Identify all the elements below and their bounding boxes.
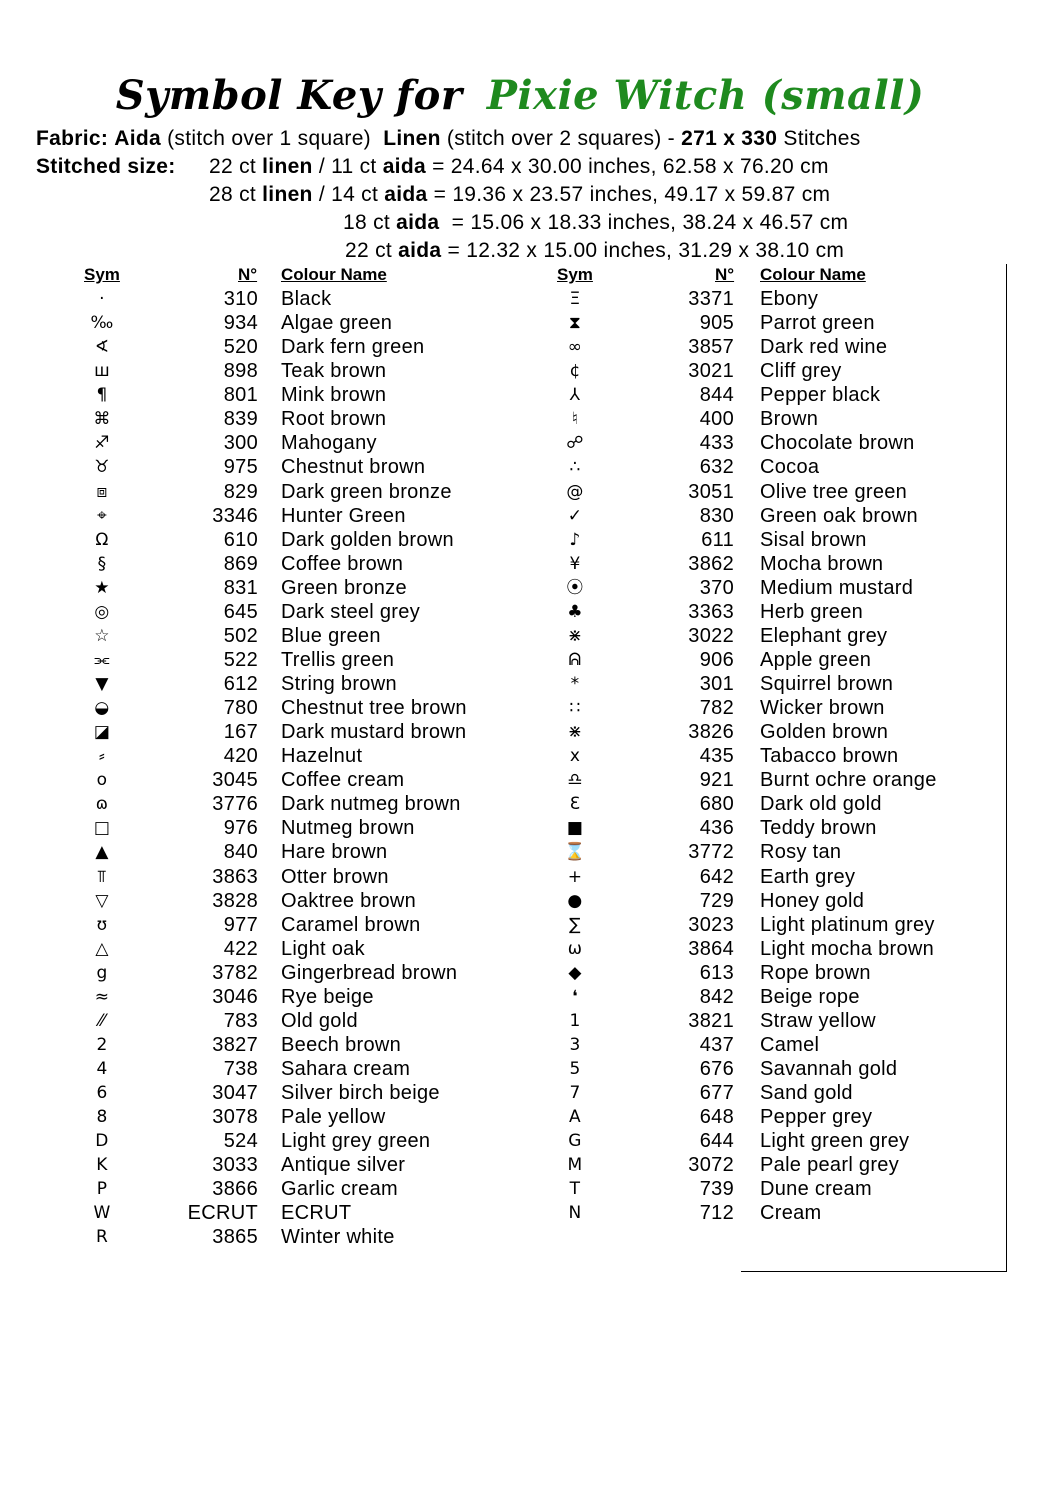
dmc-number: 3046	[212, 985, 258, 1008]
key-symbol: @	[566, 481, 584, 502]
dmc-number: 3023	[688, 913, 734, 936]
key-symbol: 4	[96, 1059, 108, 1079]
key-symbol: N	[568, 1203, 582, 1224]
page-title	[0, 72, 1040, 119]
colour-name: Dark red wine	[760, 336, 888, 359]
stitched-size-line-3	[343, 211, 848, 235]
size-text: = 12.32 x 15.00 inches, 31.29 x 38.10 cm	[441, 239, 845, 262]
colour-name: Nutmeg brown	[281, 817, 415, 840]
colour-name: Cream	[760, 1202, 822, 1225]
key-symbol: ∴	[569, 457, 581, 478]
key-symbol: ∞	[567, 337, 583, 358]
colour-name: Beech brown	[281, 1033, 402, 1056]
dmc-number: 3772	[688, 841, 734, 864]
dmc-number: 436	[699, 817, 734, 840]
colour-name: Hare brown	[281, 841, 388, 864]
dmc-number: 898	[223, 360, 258, 383]
colour-name: Rope brown	[760, 961, 871, 984]
colour-name: Pale yellow	[281, 1106, 386, 1129]
key-symbol: ●	[567, 890, 583, 911]
key-symbol: ✓	[567, 505, 583, 526]
size-text: / 14 ct	[312, 183, 385, 206]
colour-name: Squirrel brown	[760, 673, 894, 695]
key-symbol: ◎	[94, 601, 110, 622]
key-symbol: *	[570, 674, 580, 694]
size-text: 22 ct	[209, 155, 263, 178]
size-bold: linen	[262, 155, 313, 178]
dmc-number: 3821	[688, 1009, 734, 1032]
key-symbol: 2	[96, 1034, 108, 1055]
key-symbol: ◆	[568, 962, 582, 983]
dmc-number: ECRUT	[187, 1202, 258, 1225]
key-symbol: ш	[94, 361, 110, 382]
colour-name: Rye beige	[281, 985, 374, 1008]
dmc-number: 3857	[688, 336, 734, 359]
key-symbol: 6	[96, 1083, 108, 1104]
colour-name: Mink brown	[281, 384, 387, 407]
stitches-label: Stitches	[783, 127, 861, 150]
colour-name: Light mocha brown	[760, 937, 935, 960]
key-symbol: ¥	[569, 553, 581, 574]
dmc-number: 648	[699, 1106, 734, 1129]
dmc-number: 3862	[688, 552, 734, 575]
dmc-number: 3776	[212, 793, 258, 816]
key-symbol: ω	[567, 938, 583, 959]
colour-name: Rosy tan	[760, 841, 842, 864]
dmc-number: 3826	[688, 721, 734, 744]
key-symbol: Ω	[95, 529, 109, 550]
header-name-right: Colour Name	[760, 265, 866, 284]
header-num-left: N°	[238, 265, 258, 284]
colour-name: Gingerbread brown	[281, 961, 458, 984]
colour-name: Pepper grey	[760, 1106, 873, 1129]
fabric-aida-note: (stitch over 1 square)	[167, 127, 371, 150]
dmc-number: 801	[223, 384, 258, 407]
size-text: 18 ct	[343, 211, 397, 234]
key-symbol: △	[95, 938, 109, 959]
header-sym-left: Sym	[84, 265, 120, 284]
title-prefix: Symbol Key for	[115, 72, 463, 119]
fabric-label: Fabric:	[36, 127, 109, 150]
colour-name: Parrot green	[760, 312, 875, 335]
dmc-number: 632	[699, 456, 734, 479]
key-symbol: T	[569, 1179, 581, 1200]
header-name-left: Colour Name	[281, 265, 387, 284]
colour-name: Blue green	[281, 624, 381, 647]
key-symbol: ⧈	[96, 481, 108, 502]
colour-name: Hazelnut	[281, 745, 363, 768]
dmc-number: 739	[699, 1178, 734, 1201]
colour-name: Chocolate brown	[760, 432, 915, 455]
key-symbol: ⧗	[568, 313, 582, 334]
key-symbol: D	[95, 1131, 109, 1152]
pattern-name: Pixie Witch (small)	[486, 72, 925, 119]
dmc-number: 613	[699, 961, 734, 984]
dmc-number: 3021	[688, 360, 734, 383]
colour-name: Black	[281, 288, 332, 310]
dmc-number: 842	[699, 985, 734, 1008]
key-symbol: P	[96, 1179, 108, 1200]
colour-name: Sand gold	[760, 1082, 853, 1105]
dmc-number: 310	[223, 288, 258, 310]
colour-name: Brown	[760, 408, 819, 431]
dmc-number: 830	[699, 504, 734, 527]
colour-name: Cocoa	[760, 456, 820, 479]
dmc-number: 3047	[212, 1082, 258, 1105]
dmc-number: 3033	[212, 1154, 258, 1177]
key-symbol: G	[568, 1131, 582, 1152]
dmc-number: 869	[223, 552, 258, 575]
key-symbol: ⅄	[569, 385, 581, 406]
colour-name: Root brown	[281, 408, 387, 431]
dmc-number: 522	[223, 648, 258, 671]
colour-name: Herb green	[760, 600, 864, 623]
dmc-number: 905	[699, 312, 734, 335]
dmc-number: 3045	[212, 769, 258, 792]
stitched-size-line-1	[36, 155, 829, 179]
size-bold: aida	[396, 211, 440, 234]
key-symbol: ♐	[94, 433, 110, 454]
key-symbol: o	[96, 770, 108, 791]
fabric-line	[36, 127, 861, 151]
size-text: = 19.36 x 23.57 inches, 49.17 x 59.87 cm	[427, 183, 831, 206]
fabric-linen-note: (stitch over 2 squares) -	[446, 127, 675, 150]
dmc-number: 934	[223, 312, 258, 335]
colour-name: String brown	[281, 673, 397, 695]
colour-name: Hunter Green	[281, 504, 406, 527]
fabric-aida: Aida	[114, 127, 161, 150]
dmc-number: 844	[699, 384, 734, 407]
key-symbol: 1	[569, 1010, 581, 1031]
size-bold: aida	[382, 155, 426, 178]
key-symbol: ⋇	[567, 625, 583, 646]
colour-name: Dark steel grey	[281, 600, 420, 623]
key-symbol: 7	[569, 1083, 581, 1104]
colour-name: Sahara cream	[281, 1058, 411, 1080]
key-symbol: ♮	[571, 409, 579, 430]
dmc-number: 3782	[212, 961, 258, 984]
colour-name: Oaktree brown	[281, 889, 417, 912]
key-symbol: ∷	[569, 698, 581, 719]
key-symbol: g	[96, 962, 108, 983]
colour-name: Silver birch beige	[281, 1082, 440, 1105]
colour-name: Chestnut tree brown	[281, 697, 467, 720]
key-symbol: ■	[566, 818, 584, 839]
key-symbol: 8	[96, 1107, 108, 1128]
colour-name: Otter brown	[281, 865, 389, 888]
key-symbol: ⌘	[93, 409, 111, 430]
colour-name: Dark fern green	[281, 336, 425, 359]
key-symbol: ⫘	[94, 649, 110, 670]
key-symbol: ♪	[569, 529, 581, 550]
size-text: / 11 ct	[312, 155, 383, 178]
stitched-size-label: Stitched size:	[36, 155, 176, 178]
colour-name: Teddy brown	[760, 817, 877, 840]
colour-name: Dark mustard brown	[281, 721, 467, 744]
key-symbol: ¶	[96, 385, 108, 406]
dmc-number: 167	[223, 721, 258, 744]
colour-name: Olive tree green	[760, 480, 908, 503]
colour-name: Old gold	[281, 1009, 358, 1032]
dmc-number: 420	[223, 745, 258, 768]
colour-name: Light green grey	[760, 1130, 910, 1153]
dmc-number: 680	[699, 793, 734, 816]
dmc-number: 977	[223, 913, 258, 936]
colour-name: Honey gold	[760, 889, 865, 912]
dmc-number: 729	[699, 889, 734, 912]
key-symbol: ∑	[569, 914, 581, 935]
dmc-number: 370	[699, 576, 734, 599]
dmc-number: 642	[699, 865, 734, 888]
dmc-number: 712	[699, 1202, 734, 1225]
dmc-number: 3363	[688, 600, 734, 623]
colour-name: Dark golden brown	[281, 528, 454, 551]
key-symbol: ·	[99, 289, 105, 309]
key-symbol: M	[567, 1155, 583, 1176]
dmc-number: 3866	[212, 1178, 258, 1201]
key-symbol: ❛	[572, 986, 578, 1007]
colour-name: Golden brown	[760, 721, 889, 744]
key-symbol: ‰	[90, 313, 114, 334]
dmc-number: 645	[223, 600, 258, 623]
dmc-number: 3864	[688, 937, 734, 960]
key-symbol: ⸗	[99, 746, 105, 767]
colour-name: ECRUT	[281, 1202, 352, 1225]
key-symbol: ⋇	[567, 722, 583, 743]
dmc-number: 433	[699, 432, 734, 455]
dmc-number: 400	[699, 408, 734, 431]
colour-name: Mocha brown	[760, 552, 884, 575]
dmc-number: 738	[223, 1058, 258, 1080]
dmc-number: 520	[223, 336, 258, 359]
colour-name: Savannah gold	[760, 1058, 898, 1080]
dmc-number: 783	[223, 1009, 258, 1032]
colour-name: Antique silver	[281, 1154, 406, 1177]
dmc-number: 422	[223, 937, 258, 960]
size-text: = 24.64 x 30.00 inches, 62.58 x 76.20 cm	[425, 155, 829, 178]
dmc-number: 301	[699, 673, 734, 695]
header-num-right: N°	[715, 265, 735, 284]
size-bold: linen	[262, 183, 313, 206]
colour-name: Green bronze	[281, 576, 407, 599]
dmc-number: 3863	[212, 865, 258, 888]
colour-name: Tabacco brown	[760, 745, 899, 768]
colour-name: Algae green	[281, 312, 393, 335]
dmc-number: 3346	[212, 504, 258, 527]
dmc-number: 437	[699, 1033, 734, 1056]
dmc-number: 677	[699, 1082, 734, 1105]
colour-name: Teak brown	[281, 360, 387, 383]
colour-name: Dark old gold	[760, 793, 882, 816]
colour-name: Caramel brown	[281, 913, 421, 936]
key-symbol: A	[569, 1107, 581, 1128]
key-symbol: x	[569, 746, 581, 767]
key-symbol: ⁄⁄	[98, 1010, 106, 1031]
colour-name: Apple green	[760, 648, 872, 671]
key-symbol: ⫪	[97, 866, 107, 887]
key-symbol: ≈	[94, 986, 110, 1007]
colour-name: Ebony	[760, 288, 819, 310]
colour-name: Coffee cream	[281, 769, 405, 792]
colour-name: Elephant grey	[760, 624, 888, 647]
key-symbol: 5	[569, 1059, 581, 1079]
key-symbol: Ɛ	[569, 794, 581, 815]
colour-name: Light grey green	[281, 1130, 431, 1153]
colour-name: Camel	[760, 1033, 820, 1056]
dmc-number: 3371	[688, 288, 734, 310]
size-bold: aida	[398, 239, 442, 262]
key-symbol: ▽	[95, 890, 109, 911]
key-symbol: ʊ	[96, 914, 108, 935]
colour-name: Light platinum grey	[760, 913, 935, 936]
dmc-number: 840	[223, 841, 258, 864]
dmc-number: 644	[699, 1130, 734, 1153]
key-symbol: ◪	[93, 722, 111, 743]
colour-name: Winter white	[281, 1226, 395, 1249]
key-symbol: ★	[94, 577, 110, 598]
dmc-number: 3051	[688, 480, 734, 503]
dmc-number: 780	[223, 697, 258, 720]
size-text: 28 ct	[209, 183, 263, 206]
colour-name: Coffee brown	[281, 552, 404, 575]
colour-name: Pepper black	[760, 384, 881, 407]
dmc-number: 906	[699, 648, 734, 671]
colour-name: Straw yellow	[760, 1009, 876, 1032]
colour-name: Dark nutmeg brown	[281, 793, 461, 816]
colour-name: Chestnut brown	[281, 456, 426, 479]
key-symbol: ⌖	[97, 505, 107, 526]
size-text: 22 ct	[345, 239, 399, 262]
key-symbol: §	[97, 553, 107, 574]
key-symbol: ☍	[566, 433, 584, 454]
size-bold: aida	[384, 183, 428, 206]
bottom-border-line	[741, 1271, 1007, 1272]
colour-name: Green oak brown	[760, 504, 918, 527]
colour-name: Beige rope	[760, 985, 860, 1008]
dmc-number: 612	[223, 673, 258, 695]
colour-name: Trellis green	[281, 648, 395, 671]
stitch-count: 271 x 330	[681, 127, 778, 150]
key-symbol: ¢	[569, 361, 581, 382]
key-symbol: ▼	[95, 674, 109, 694]
dmc-number: 300	[223, 432, 258, 455]
colour-name: Wicker brown	[760, 697, 885, 720]
colour-name: Dune cream	[760, 1178, 872, 1201]
dmc-number: 435	[699, 745, 734, 768]
dmc-number: 3827	[212, 1033, 258, 1056]
colour-name: Cliff grey	[760, 360, 842, 383]
key-symbol: R	[95, 1227, 109, 1248]
dmc-number: 829	[223, 480, 258, 503]
colour-name: Garlic cream	[281, 1178, 398, 1201]
dmc-number: 921	[699, 769, 734, 792]
header-sym-right: Sym	[557, 265, 593, 284]
key-symbol: ☆	[94, 625, 110, 646]
colour-name: Earth grey	[760, 865, 856, 888]
stitched-size-line-4	[345, 239, 844, 263]
key-symbol: □	[93, 818, 111, 839]
colour-name: Medium mustard	[760, 576, 914, 599]
dmc-number: 975	[223, 456, 258, 479]
dmc-number: 831	[223, 576, 258, 599]
key-symbol: W	[93, 1203, 111, 1224]
dmc-number: 676	[699, 1058, 734, 1080]
key-symbol: ▲	[95, 842, 109, 863]
dmc-number: 839	[223, 408, 258, 431]
colour-name: Mahogany	[281, 432, 377, 455]
key-symbol: 3	[569, 1034, 581, 1055]
colour-name: Dark green bronze	[281, 480, 452, 503]
key-symbol: ⦿	[566, 577, 584, 598]
colour-name: Sisal brown	[760, 528, 867, 551]
key-symbol: ♣	[567, 601, 583, 622]
key-symbol: ∢	[94, 337, 110, 358]
dmc-number: 782	[699, 697, 734, 720]
fabric-linen: Linen	[383, 127, 441, 150]
colour-name: Pale pearl grey	[760, 1154, 900, 1177]
dmc-number: 3078	[212, 1106, 258, 1129]
key-symbol: ♉	[94, 457, 110, 478]
key-symbol: K	[96, 1155, 108, 1176]
colour-name: Burnt ochre orange	[760, 769, 937, 792]
right-border-line	[1006, 264, 1007, 1272]
key-symbol: +	[567, 866, 583, 887]
key-symbol: ⌛	[564, 842, 586, 863]
key-symbol: ♎	[567, 770, 583, 791]
dmc-number: 3828	[212, 889, 258, 912]
key-symbol: ᕱ	[568, 649, 582, 670]
stitched-size-line-2	[209, 183, 830, 207]
size-text: = 15.06 x 18.33 inches, 38.24 x 46.57 cm	[439, 211, 849, 234]
dmc-number: 524	[223, 1130, 258, 1153]
dmc-number: 3072	[688, 1154, 734, 1177]
colour-name: Light oak	[281, 937, 365, 960]
dmc-number: 611	[701, 528, 734, 551]
key-symbol: ◒	[94, 698, 110, 719]
dmc-number: 3865	[212, 1226, 258, 1249]
dmc-number: 610	[223, 528, 258, 551]
key-symbol: ɷ	[95, 794, 109, 815]
dmc-number: 502	[223, 624, 258, 647]
dmc-number: 976	[223, 817, 258, 840]
key-symbol: Ξ	[569, 289, 581, 309]
dmc-number: 3022	[688, 624, 734, 647]
